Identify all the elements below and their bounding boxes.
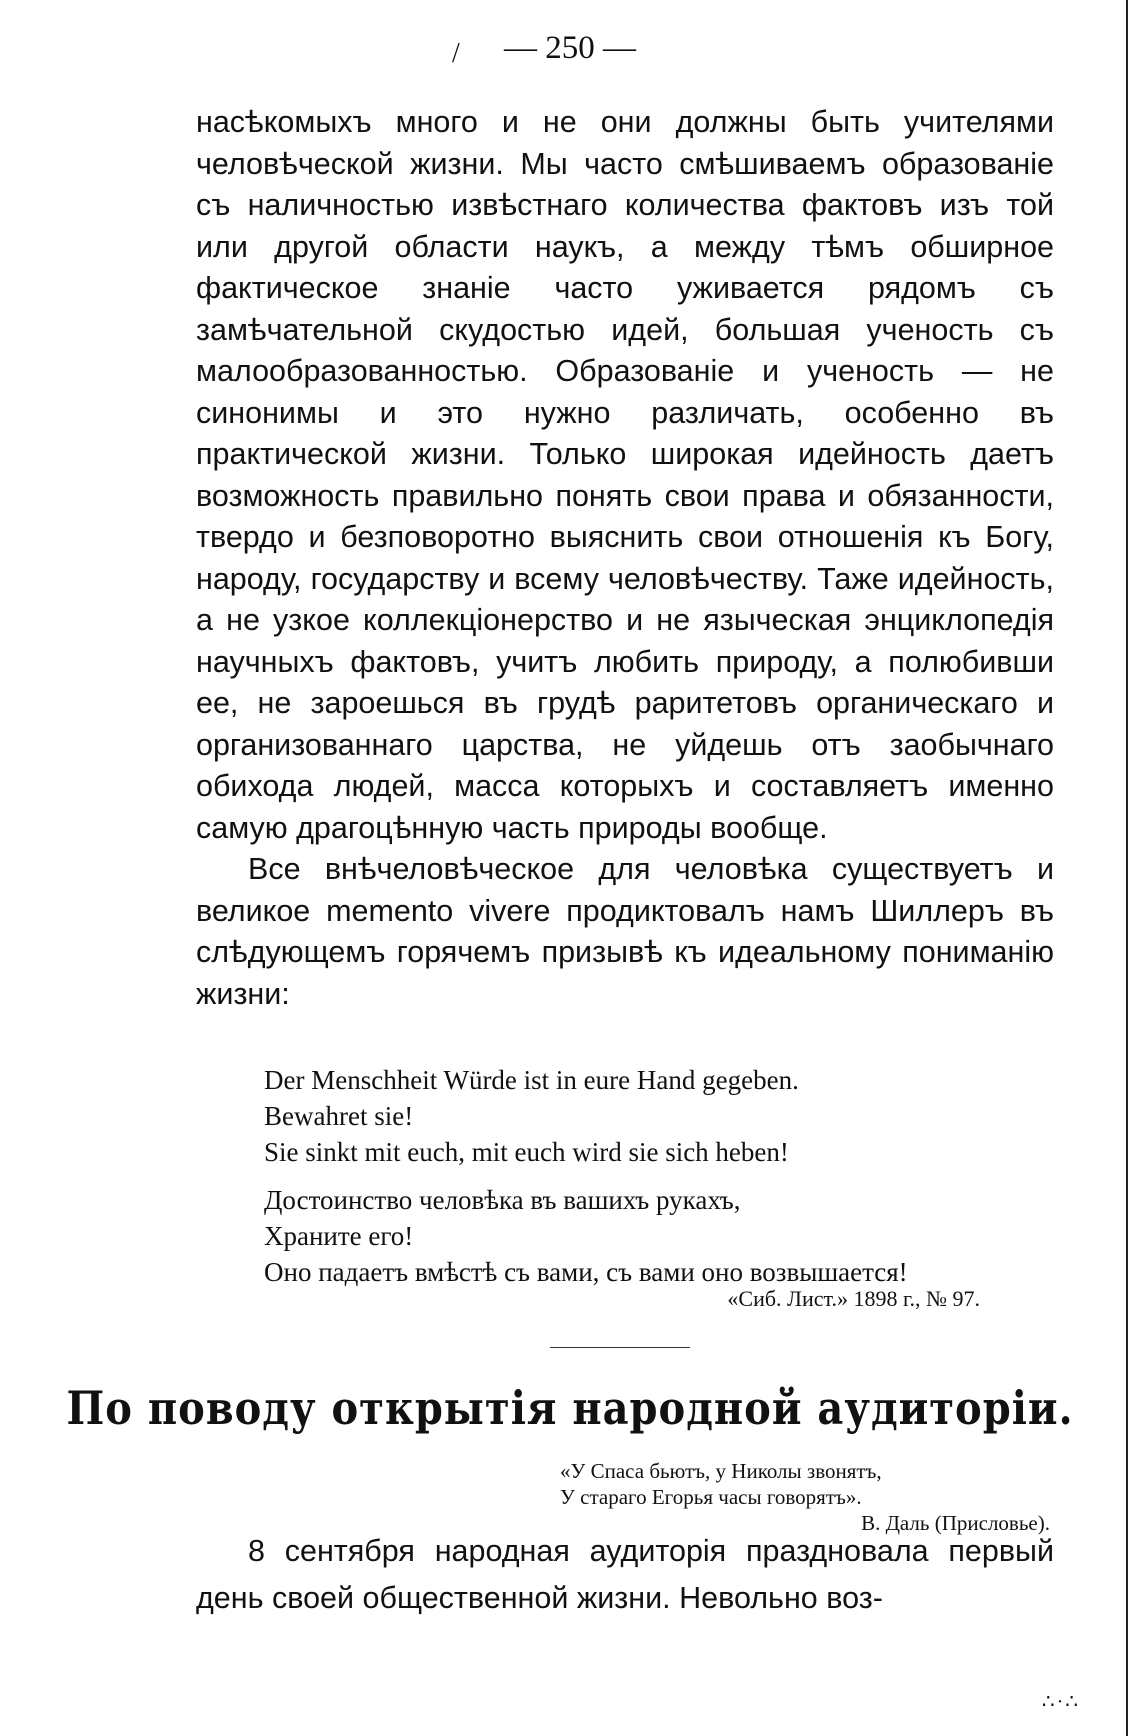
verse-line: Оно падаетъ вмѣстѣ съ вами, съ вами оно возвышается! (264, 1257, 908, 1287)
epigraph-attribution: В. Даль (Присловье). (861, 1511, 1050, 1535)
page-number: — 250 — (504, 30, 636, 66)
section-heading: По поводу открытія народной аудиторіи. (66, 1381, 1074, 1436)
verse-russian (264, 1182, 1064, 1290)
paragraph-intro: 8 сентября народная аудиторія праздновала первый день своей общественной жизни. Невольно воз- (196, 1534, 1054, 1615)
paragraph-schiller-intro: Все внѣчеловѣческое для человѣка существуетъ и великое memento vivere продиктовалъ намъ Шиллеръ въ слѣдующемъ горячемъ призывѣ къ идеальному пониманію жизни: (196, 852, 1054, 1011)
main-text-block (196, 102, 1054, 1015)
verse-line: Bewahret sie! (264, 1101, 414, 1131)
section-divider (550, 1347, 690, 1348)
verse-line: Храните его! (264, 1221, 414, 1251)
verse-german (264, 1062, 1064, 1170)
corner-marks: ∴·∴ (1041, 1691, 1080, 1713)
verse-line: Sie sinkt mit euch, mit euch wird sie sich heben! (264, 1137, 789, 1167)
verse-line: Достоинство человѣка въ вашихъ рукахъ, (264, 1185, 741, 1215)
epigraph-line: «У Спаса бьютъ, у Николы звонятъ, (560, 1459, 882, 1483)
verse-line: Der Menschheit Würde ist in eure Hand gegeben. (264, 1065, 799, 1095)
paragraph-continued: насѣкомыхъ много и не они должны быть учителями человѣческой жизни. Мы часто смѣшиваемъ образованіе съ наличностью извѣстнаго количества фактовъ изъ той или другой области наукъ, а между тѣмъ обширное фактическое знаніе часто уживается рядомъ съ замѣчательной скудостью идей, большая ученость съ малообразованностью. Образованіе и ученость — не синонимы и это нужно различать, особенно въ практической жизни. Только широкая идейность даетъ возможность правильно понять свои права и обязанности, твердо и безповоротно выяснить свои отношенія къ Богу, народу, государству и всему человѣчеству. Таже идейность, а не узкое коллекціонерство и не языческая энциклопедія научныхъ фактовъ, учитъ любить природу, а полюбивши ее, не зароешься въ грудѣ раритетовъ органическаго и организованнаго царства, не уйдешь отъ заобычнаго обихода людей, масса которыхъ и составляетъ именно самую драгоцѣнную часть природы вообще. (196, 105, 1054, 845)
page-edge-line (1126, 0, 1128, 1736)
stray-ink-mark: / (452, 38, 460, 69)
source-citation: «Сиб. Лист.» 1898 г., № 97. (727, 1286, 980, 1311)
epigraph-line: У стараго Егорья часы говорятъ». (560, 1485, 862, 1509)
epigraph (560, 1458, 1050, 1536)
intro-text-block (196, 1528, 1054, 1622)
